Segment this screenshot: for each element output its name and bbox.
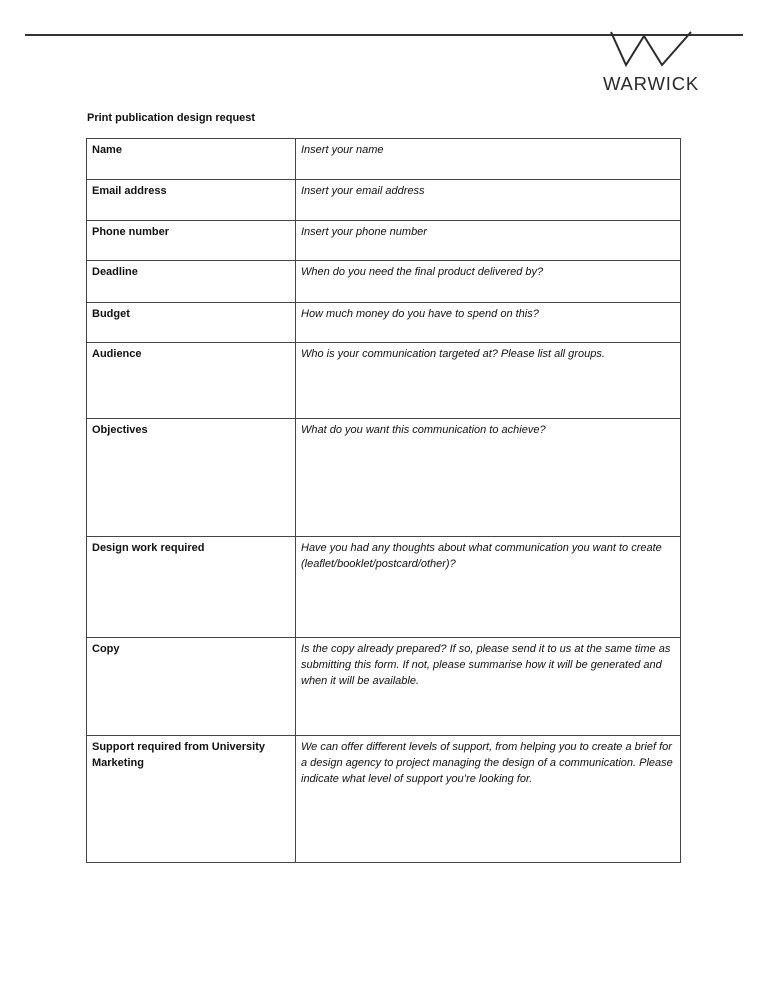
form-row-budget <box>87 303 681 343</box>
form-row-name <box>87 139 681 180</box>
field-label: Design work required <box>87 537 296 638</box>
form-row-deadline <box>87 261 681 303</box>
form-row-objectives <box>87 419 681 537</box>
field-label: Email address <box>87 180 296 221</box>
copy-field[interactable]: Is the copy already prepared? If so, please send it to us at the same time as submitting this form. If not, please summarise how it will be generated and when it will be available. <box>296 638 681 736</box>
name-field[interactable]: Insert your name <box>296 139 681 180</box>
warwick-logo <box>596 31 706 93</box>
form-row-email <box>87 180 681 221</box>
warwick-w-mark-icon <box>610 31 692 67</box>
field-label: Objectives <box>87 419 296 537</box>
field-label: Audience <box>87 343 296 419</box>
field-label: Budget <box>87 303 296 343</box>
field-label: Support required from University Marketing <box>87 736 296 863</box>
field-label: Deadline <box>87 261 296 303</box>
support-field[interactable]: We can offer different levels of support, from helping you to create a brief for a design agency to project managing the design of a communication. Please indicate what level of support you’re looking for. <box>296 736 681 863</box>
budget-field[interactable]: How much money do you have to spend on this? <box>296 303 681 343</box>
email-field[interactable]: Insert your email address <box>296 180 681 221</box>
deadline-field[interactable]: When do you need the final product delivered by? <box>296 261 681 303</box>
audience-field[interactable]: Who is your communication targeted at? Please list all groups. <box>296 343 681 419</box>
request-form-table <box>86 138 681 863</box>
form-row-audience <box>87 343 681 419</box>
phone-field[interactable]: Insert your phone number <box>296 221 681 261</box>
document-title: Print publication design request <box>87 112 256 124</box>
form-row-copy <box>87 638 681 736</box>
objectives-field[interactable]: What do you want this communication to achieve? <box>296 419 681 537</box>
field-label: Name <box>87 139 296 180</box>
form-row-support <box>87 736 681 863</box>
field-label: Phone number <box>87 221 296 261</box>
design-work-field[interactable]: Have you had any thoughts about what communication you want to create (leaflet/booklet/postcard/other)? <box>296 537 681 638</box>
logo-wordmark: WARWICK <box>602 73 700 94</box>
form-row-design-work <box>87 537 681 638</box>
field-label: Copy <box>87 638 296 736</box>
form-row-phone <box>87 221 681 261</box>
